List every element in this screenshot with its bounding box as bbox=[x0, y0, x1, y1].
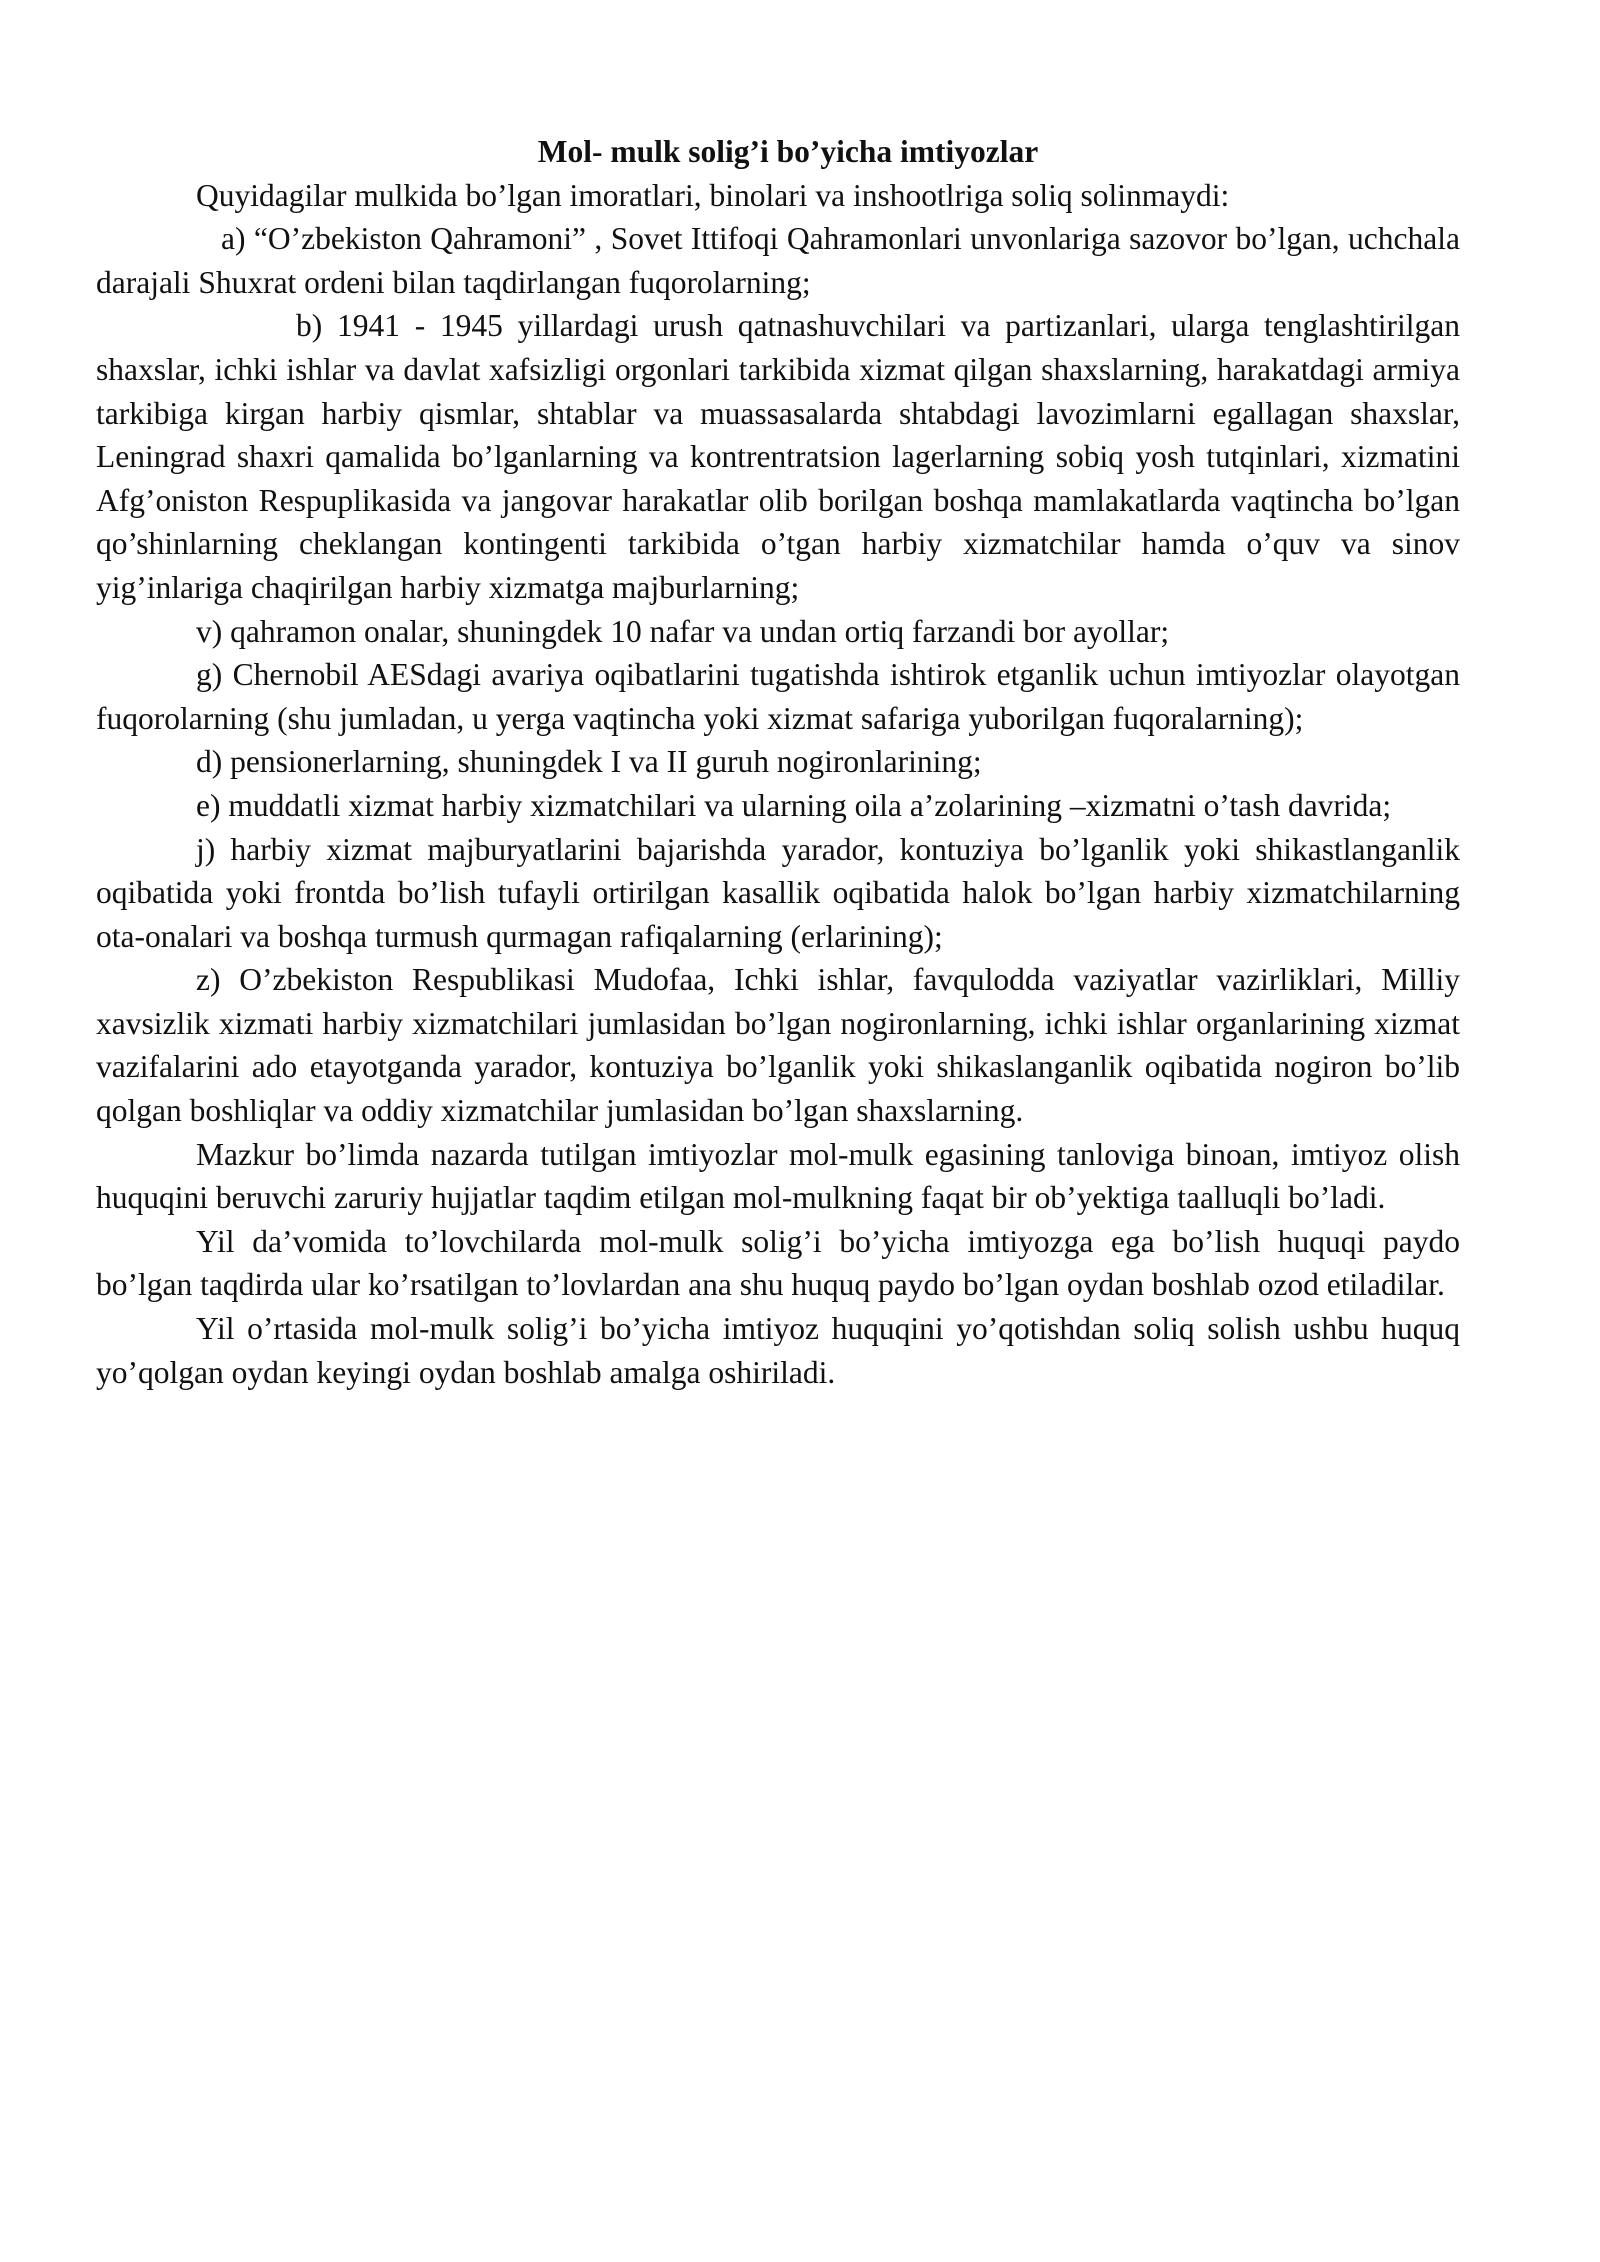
list-item-a: a) “O’zbekiston Qahramoni” , Sovet Ittifoqi Qahramonlari unvonlariga sazovor bo’lgan, uchchala darajali Shuxrat ordeni bilan taqdirlangan fuqorolarning; bbox=[96, 221, 1460, 300]
body-paragraph: Yil da’vomida to’lovchilarda mol-mulk solig’i bo’yicha imtiyozga ega bo’lish huquqi paydo bo’lgan taqdirda ular ko’rsatilgan to’lovlardan ana shu huquq paydo bo’lgan oydan boshlab ozod etiladilar. bbox=[96, 1223, 1460, 1303]
list-item-b: b) 1941 - 1945 yillardagi urush qatnashuvchilari va partizanlari, ularga tenglashtirilgan shaxslar, ichki ishlar va davlat xafsizligi orgonlari tarkibida xizmat qilgan shaxslarning, harakatdagi armiya tarkibiga kirgan harbiy qismlar, shtablar va muassasalarda shtabdagi lavozimlarni egallagan shaxslar, Leningrad shaxri qamalida bo’lganlarning va kontrentratsion lagerlarning sobiq yosh tutqinlari, xizmatini Afg’oniston Respuplikasida va jangovar harakatlar olib borilgan boshqa mamlakatlarda vaqtincha bo’lgan qo’shinlarning cheklangan kontingenti tarkibida o’tgan harbiy xizmatchilar hamda o’quv va sinov yig’inlariga chaqirilgan harbiy xizmatga majburlarning; bbox=[96, 308, 1460, 605]
body-paragraph: Mazkur bo’limda nazarda tutilgan imtiyozlar mol-mulk egasining tanloviga binoan, imtiyoz olish huquqini beruvchi zaruriy hujjatlar taqdim etilgan mol-mulkning faqat bir ob’yektiga taalluqli bo’ladi. bbox=[96, 1136, 1460, 1216]
intro-paragraph: Quyidagilar mulkida bo’lgan imoratlari, binolari va inshootlriga soliq solinmaydi: bbox=[196, 177, 1230, 213]
list-item-z: z) O’zbekiston Respublikasi Mudofaa, Ichki ishlar, favqulodda vaziyatlar vazirliklari, Milliy xavsizlik xizmati harbiy xizmatchilari jumlasidan bo’lgan nogironlarning, ichki ishlar organlarining xizmat vazifalarini ado etayotganda yarador, kontuziya bo’lganlik yoki shikaslanganlik oqibatida nogiron bo’lib qolgan boshliqlar va oddiy xizmatchilar jumlasidan bo’lgan shaxslarning. bbox=[96, 962, 1460, 1129]
list-item-v: v) qahramon onalar, shuningdek 10 nafar va undan ortiq farzandi bor ayollar; bbox=[196, 613, 1170, 649]
list-item-e: e) muddatli xizmat harbiy xizmatchilari va ularning oila a’zolarining –xizmatni o’tash davrida; bbox=[196, 787, 1392, 823]
document-title: Mol- mulk solig’i bo’yicha imtiyozlar bbox=[537, 134, 1039, 169]
list-item-g: g) Chernobil AESdagi avariya oqibatlarini tugatishda ishtirok etganlik uchun imtiyozlar olayotgan fuqorolarning (shu jumladan, u yerga vaqtincha yoki xizmat safariga yuborilgan fuqoralarning); bbox=[96, 657, 1460, 736]
document-page bbox=[96, 130, 1460, 1394]
list-item-d: d) pensionerlarning, shuningdek I va II guruh nogironlarining; bbox=[196, 744, 982, 780]
body-paragraph: Yil o’rtasida mol-mulk solig’i bo’yicha imtiyoz huquqini yo’qotishdan soliq solish ushbu huquq yo’qolgan oydan keyingi oydan boshlab amalga oshiriladi. bbox=[96, 1311, 1460, 1390]
list-item-j: j) harbiy xizmat majburyatlarini bajarishda yarador, kontuziya bo’lganlik yoki shikastlanganlik oqibatida yoki frontda bo’lish tufayli ortirilgan kasallik oqibatida halok bo’lgan harbiy xizmatchilarning ota-onalari va boshqa turmush qurmagan rafiqalarning (erlarining); bbox=[96, 831, 1460, 954]
